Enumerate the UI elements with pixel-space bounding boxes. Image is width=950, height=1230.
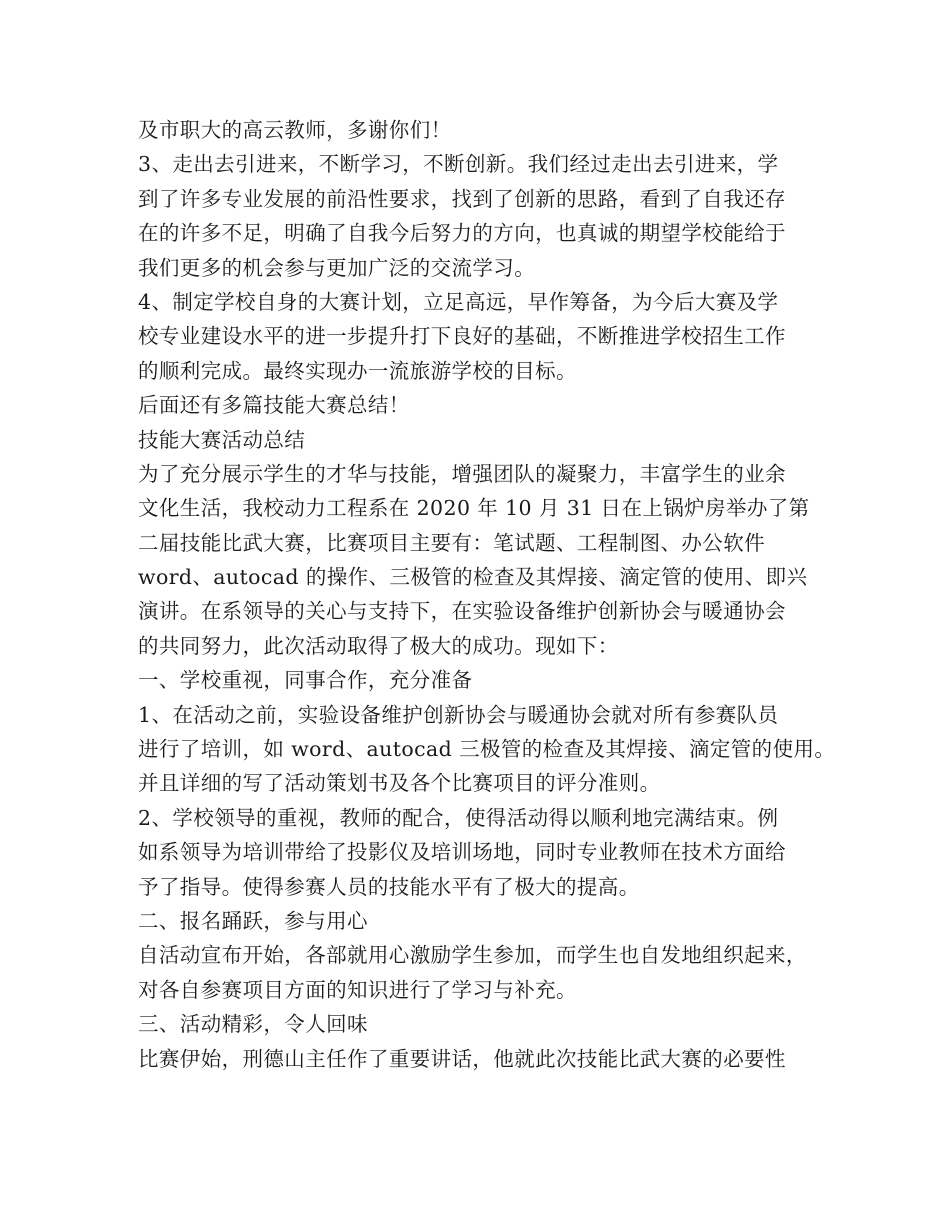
text-line: 演讲。在系领导的关心与支持下，在实验设备维护创新协会与暖通协会	[138, 599, 786, 624]
text-line: 到了许多专业发展的前沿性要求，找到了创新的思路，看到了自我还存	[138, 186, 786, 211]
text-line: 比赛伊始，刑德山主任作了重要讲话，他就此次技能比武大赛的必要性	[138, 1046, 786, 1071]
text-line: 如系领导为培训带给了投影仪及培训场地，同时专业教师在技术方面给	[138, 840, 786, 865]
text-line: 并且详细的写了活动策划书及各个比赛项目的评分准则。	[138, 771, 661, 796]
text-line: 二届技能比武大赛，比赛项目主要有：笔试题、工程制图、办公软件	[138, 530, 765, 555]
text-line: 进行了培训，如 word、autocad 三极管的检查及其焊接、滴定管的使用。	[138, 737, 836, 762]
text-line: 予了指导。使得参赛人员的技能水平有了极大的提高。	[138, 874, 640, 899]
text-line: word、autocad 的操作、三极管的检查及其焊接、滴定管的使用、即兴	[138, 565, 808, 590]
text-line: 文化生活，我校动力工程系在 2020 年 10 月 31 日在上锅炉房举办了第	[138, 496, 810, 521]
text-line: 自活动宣布开始，各部就用心激励学生参加，而学生也自发地组织起来，	[138, 943, 807, 968]
text-line: 校专业建设水平的进一步提升打下良好的基础，不断推进学校招生工作	[138, 324, 786, 349]
text-line: 4、制定学校自身的大赛计划，立足高远，早作筹备，为今后大赛及学	[138, 289, 779, 314]
text-line: 在的许多不足，明确了自我今后努力的方向，也真诚的期望学校能给于	[138, 221, 786, 246]
text-line: 的共同努力，此次活动取得了极大的成功。现如下：	[138, 633, 619, 658]
text-line: 后面还有多篇技能大赛总结！	[138, 393, 410, 418]
text-line: 为了充分展示学生的才华与技能，增强团队的凝聚力，丰富学生的业余	[138, 461, 786, 486]
text-line: 的顺利完成。最终实现办一流旅游学校的目标。	[138, 358, 577, 383]
document-body	[138, 113, 836, 1076]
section-heading: 一、学校重视，同事合作，充分准备	[138, 668, 473, 693]
text-line: 1、在活动之前，实验设备维护创新协会与暖通协会就对所有参赛队员	[138, 702, 779, 727]
text-line: 对各自参赛项目方面的知识进行了学习与补充。	[138, 977, 577, 1002]
section-heading: 三、活动精彩，令人回味	[138, 1012, 368, 1037]
text-line: 我们更多的机会参与更加广泛的交流学习。	[138, 255, 536, 280]
section-title: 技能大赛活动总结	[138, 427, 306, 452]
text-line: 3、走出去引进来，不断学习，不断创新。我们经过走出去引进来，学	[138, 152, 779, 177]
text-line: 及市职大的高云教师，多谢你们！	[138, 118, 452, 142]
text-line: 2、学校领导的重视，教师的配合，使得活动得以顺利地完满结束。例	[138, 805, 779, 830]
section-heading: 二、报名踊跃，参与用心	[138, 908, 368, 933]
